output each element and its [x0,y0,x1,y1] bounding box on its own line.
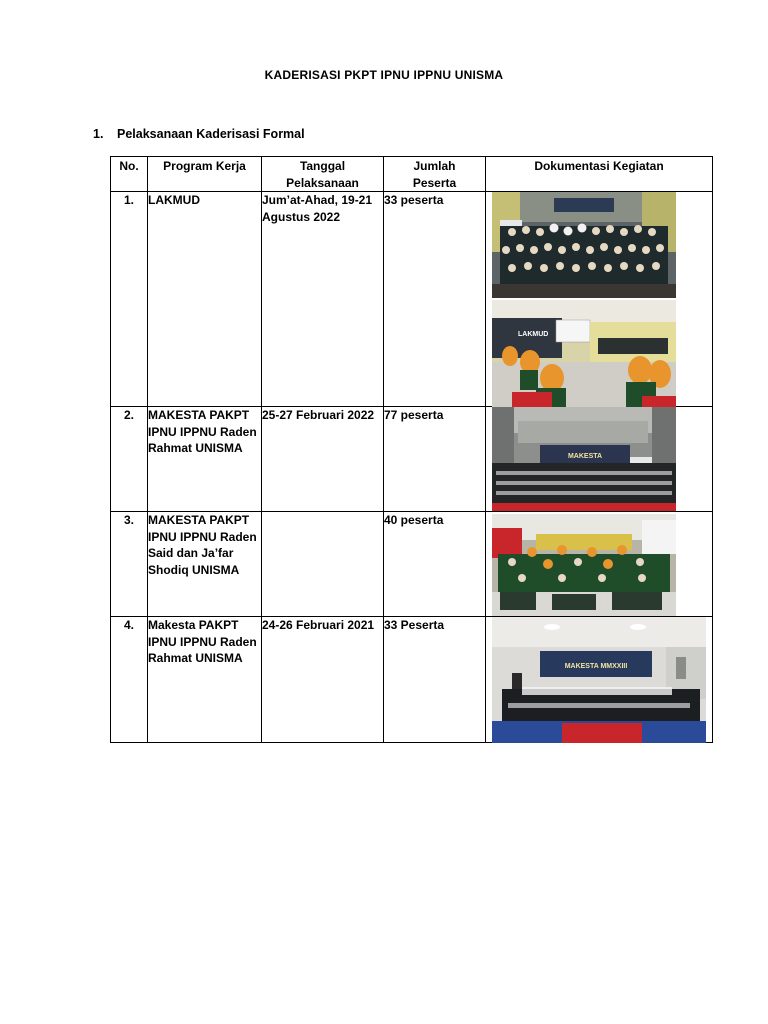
table-row [111,512,713,617]
row-date [262,512,384,617]
table-header-row [111,157,713,192]
lakmud-session-photo [492,300,676,407]
lakmud-banner-text: LAKMUD [518,331,549,338]
header-no: No. [111,157,148,192]
header-docs: Dokumentasi Kegiatan [486,157,713,192]
table-row [111,407,713,512]
row-participants: 77 peserta [384,407,486,512]
row-number: 2. [111,407,148,512]
lakmud-group-photo [492,192,676,298]
row-docs [486,407,713,512]
document-title: KADERISASI PKPT IPNU IPPNU UNISMA [264,68,504,82]
row-program: Makesta PAKPT IPNU IPPNU Raden Rahmat UNISMA [148,617,262,743]
row-docs [486,512,713,617]
row-date: 24-26 Februari 2021 [262,617,384,743]
makesta-mmxxii-banner-text: MAKESTA MMXXIII [564,663,628,670]
table-row [111,192,713,407]
row-date: 25-27 Februari 2022 [262,407,384,512]
section-heading [93,127,305,141]
table-row [111,617,713,743]
row-participants: 33 peserta [384,192,486,407]
row-number: 1. [111,192,148,407]
row-date: Jum’at-Ahad, 19-21 Agustus 2022 [262,192,384,407]
row-docs [486,617,713,743]
row-program: MAKESTA PAKPT IPNU IPPNU Raden Said dan Ja’far Shodiq UNISMA [148,512,262,617]
header-date: Tanggal Pelaksanaan [262,157,384,192]
row-participants: 40 peserta [384,512,486,617]
row-docs [486,192,713,407]
section-title: Pelaksanaan Kaderisasi Formal [117,127,305,141]
makesta-2021-photo [492,617,706,743]
header-program: Program Kerja [148,157,262,192]
section-number: 1. [93,127,104,141]
row-number: 3. [111,512,148,617]
row-program: MAKESTA PAKPT IPNU IPPNU Raden Rahmat UNISMA [148,407,262,512]
kaderisasi-table [110,156,713,743]
makesta-raden-said-photo [492,514,676,616]
row-number: 4. [111,617,148,743]
makesta-raden-rahmat-photo [492,407,676,511]
header-participants: Jumlah Peserta [384,157,486,192]
makesta-banner-text: MAKESTA [567,453,603,460]
row-participants: 33 Peserta [384,617,486,743]
row-program: LAKMUD [148,192,262,407]
